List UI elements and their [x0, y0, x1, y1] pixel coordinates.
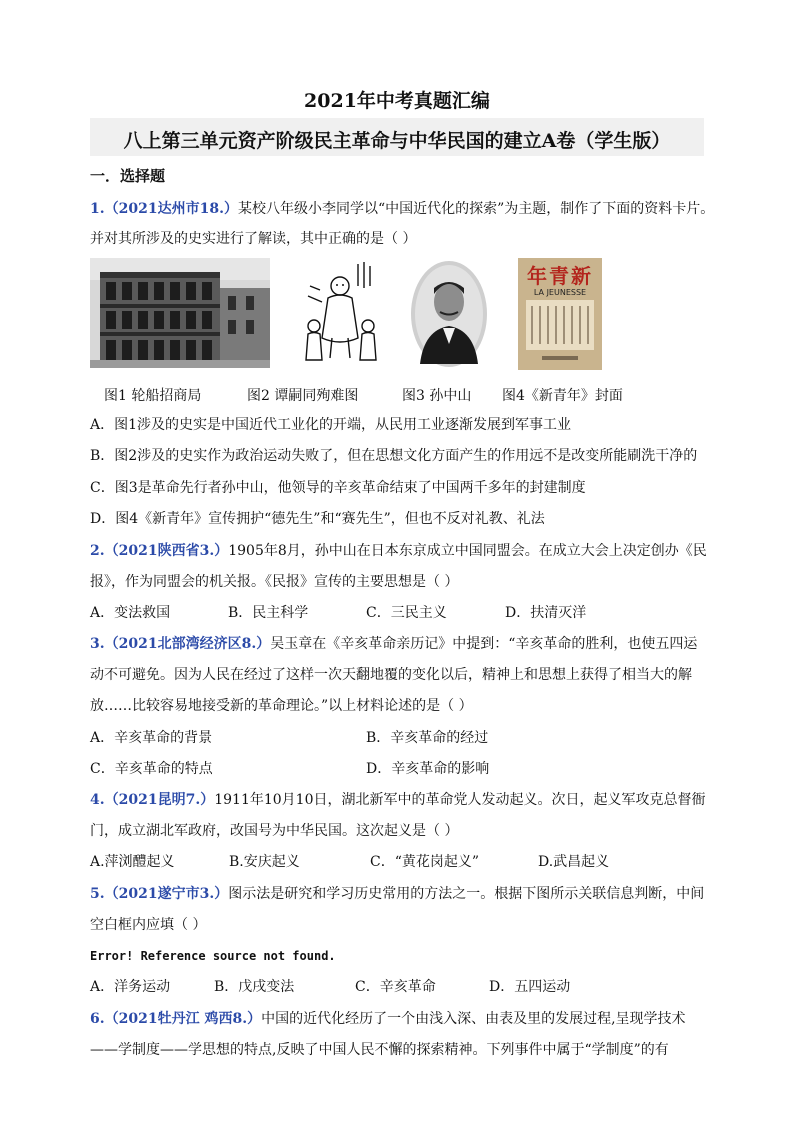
- figure-1-image: [90, 258, 270, 368]
- q1-option-d: D．图4《新青年》宣传拥护“德先生”和“赛先生”，但也不反对礼教、礼法: [90, 511, 545, 527]
- figure-2-caption: 图2 谭嗣同殉难图: [247, 388, 359, 404]
- figure-3-caption: 图3 孙中山: [402, 388, 472, 404]
- q3-option-c: C．辛亥革命的特点: [90, 761, 213, 777]
- q2-option-c: C．三民主义: [366, 605, 447, 621]
- q2-option-b: B．民主科学: [228, 605, 309, 621]
- section-heading: 一．选择题: [90, 167, 166, 185]
- figure-3-image: [410, 260, 488, 368]
- question-source: （2021遂宁市3.）: [104, 886, 229, 902]
- question-source: （2021昆明7.）: [104, 792, 215, 808]
- question-source: （2021北部湾经济区8.）: [104, 636, 271, 652]
- q3-option-b: B．辛亥革命的经过: [366, 730, 489, 746]
- q4-option-a: A.萍浏醴起义: [90, 854, 175, 870]
- question-source: （2021达州市18.）: [104, 201, 238, 217]
- magazine-title: 年青新: [527, 264, 593, 288]
- reference-error-text: Error! Reference source not found.: [90, 949, 336, 963]
- q2-option-d: D．扶清灭洋: [505, 605, 587, 621]
- question-5-line-1: 5.（2021遂宁市3.）图示法是研究和学习历史常用的方法之一。根据下图所示关联信息判断，中间: [90, 886, 705, 902]
- question-2-line-1: 2.（2021陕西省3.）1905年8月，孙中山在日本东京成立中国同盟会。在成立大会上决定创办《民: [90, 543, 707, 559]
- question-6-line-2: ——学制度——学思想的特点,反映了中国人民不懈的探索精神。下列事件中属于“学制度”的有: [90, 1042, 669, 1058]
- figure-4-caption: 图4《新青年》封面: [502, 388, 623, 404]
- q1-option-c: C．图3是革命先行者孙中山，他领导的辛亥革命结束了中国两千多年的封建制度: [90, 480, 586, 496]
- question-4-line-2: 门，成立湖北军政府，改国号为中华民国。这次起义是（ ）: [90, 823, 459, 839]
- q1-option-a: A．图1涉及的史实是中国近代工业化的开端，从民用工业逐渐发展到军事工业: [90, 417, 572, 433]
- question-number: 6.: [90, 1011, 105, 1027]
- q5-option-d: D．五四运动: [489, 979, 571, 995]
- question-number: 4.: [90, 792, 105, 808]
- magazine-subtitle: LA JEUNESSE: [533, 288, 587, 297]
- magazine-content-box: [526, 300, 594, 350]
- question-2-line-2: 报》，作为同盟会的机关报。《民报》宣传的主要思想是（ ）: [90, 574, 459, 590]
- question-4-line-1: 4.（2021昆明7.）1911年10月10日，湖北新军中的革命党人发动起义。次日，起义军攻克总督衙: [90, 792, 706, 808]
- q1-option-b: B．图2涉及的史实作为政治运动失败了，但在思想文化方面产生的作用远不是改变所能刷洗干净的: [90, 448, 698, 464]
- q4-option-b: B.安庆起义: [229, 854, 300, 870]
- question-5-line-2: 空白框内应填（ ）: [90, 917, 207, 933]
- page-subtitle: 八上第三单元资产阶级民主革命与中华民国的建立A卷（学生版）: [123, 130, 671, 152]
- page-title: 2021年中考真题汇编: [304, 90, 490, 112]
- question-1-line-1: 1.（2021达州市18.）某校八年级小李同学以“中国近代化的探索”为主题，制作了下面的资料卡片。: [90, 201, 715, 217]
- question-source: （2021牡丹江 鸡西8.）: [104, 1011, 262, 1027]
- q2-option-a: A．变法救国: [90, 605, 171, 621]
- figure-2-image: [298, 256, 386, 368]
- q3-option-a: A．辛亥革命的背景: [90, 730, 213, 746]
- question-1-line-2: 并对其所涉及的史实进行了解读，其中正确的是（ ）: [90, 231, 417, 247]
- figure-1-caption: 图1 轮船招商局: [104, 388, 202, 404]
- q5-option-c: C．辛亥革命: [355, 979, 436, 995]
- figure-4-image: [518, 258, 602, 370]
- question-number: 3.: [90, 636, 105, 652]
- q5-option-b: B．戊戌变法: [214, 979, 295, 995]
- q4-option-c: C．“黄花岗起义”: [370, 854, 480, 870]
- question-source: （2021陕西省3.）: [104, 543, 229, 559]
- question-3-line-1: 3.（2021北部湾经济区8.）吴玉章在《辛亥革命亲历记》中提到：“辛亥革命的胜利，也使五四运: [90, 636, 698, 652]
- question-number: 1.: [90, 201, 105, 217]
- q5-option-a: A．洋务运动: [90, 979, 171, 995]
- question-3-line-2: 动不可避免。因为人民在经过了这样一次天翻地覆的变化以后，精神上和思想上获得了相当大的解: [90, 667, 692, 683]
- question-6-line-1: 6.（2021牡丹江 鸡西8.）中国的近代化经历了一个由浅入深、由表及里的发展过程,呈现学技术: [90, 1011, 686, 1027]
- q3-option-d: D．辛亥革命的影响: [366, 761, 490, 777]
- question-number: 2.: [90, 543, 105, 559]
- q4-option-d: D.武昌起义: [538, 854, 610, 870]
- question-3-line-3: 放……比较容易地接受新的革命理论。”以上材料论述的是（ ）: [90, 698, 473, 714]
- question-number: 5.: [90, 886, 105, 902]
